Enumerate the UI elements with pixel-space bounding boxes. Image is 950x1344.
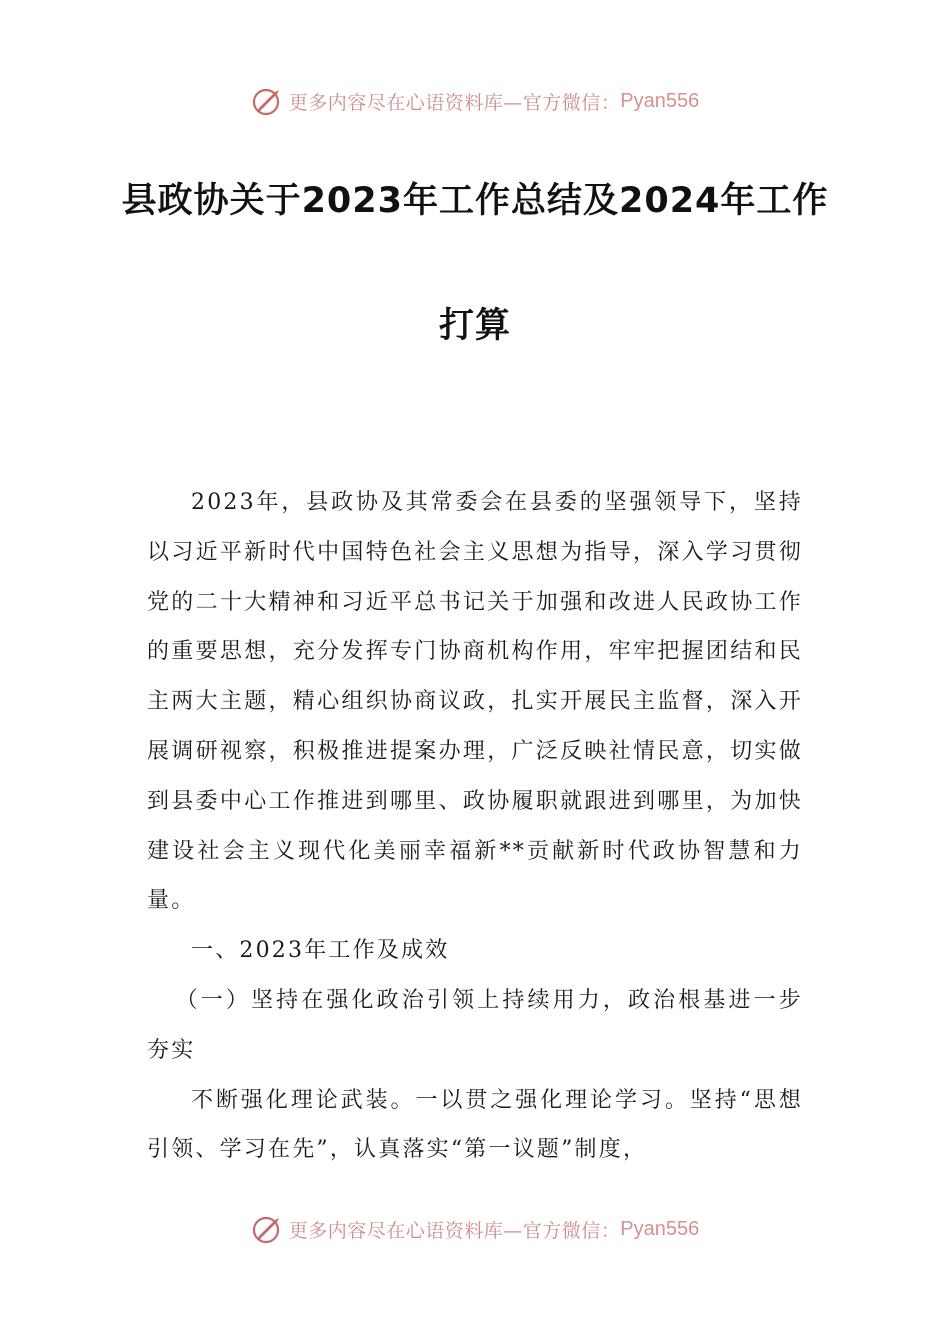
watermark-header <box>0 84 950 118</box>
body-paragraph: 不断强化理论武装。一以贯之强化理论学习。坚持“思想引领、学习在先”，认真落实“第一议题”制度， <box>147 1087 803 1163</box>
subsection-heading: （一）坚持在强化政治引领上持续用力，政治根基进一步夯实 <box>147 987 803 1063</box>
intro-paragraph: 2023年，县政协及其常委会在县委的坚强领导下，坚持以习近平新时代中国特色社会主义思想为指导，深入学习贯彻党的二十大精神和习近平总书记关于加强和改进人民政协工作的重要思想，充分发挥专门协商机构作用，牢牢把握团结和民主两大主题，精心组织协商议政，扎实开展民主监督，深入开展调研视察，积极推进提案办理，广泛反映社情民意，切实做到县委中心工作推进到哪里、政协履职就跟进到哪里，为加快建设社会主义现代化美丽幸福新**贡献新时代政协智慧和力量。 <box>147 490 803 914</box>
watermark-wechat-id: Pyan556 <box>620 89 700 112</box>
pen-logo-icon <box>251 1212 285 1246</box>
document-title-line-1: 县政协关于2023年工作总结及2024年工作 <box>121 181 829 221</box>
pen-logo-icon <box>251 84 285 118</box>
watermark-footer <box>0 1212 950 1246</box>
document-title-line-2: 打算 <box>438 306 511 346</box>
section-heading: 一、2023年工作及成效 <box>191 938 450 964</box>
watermark-text: 更多内容尽在心语资料库—官方微信： <box>288 91 621 114</box>
watermark-text: 更多内容尽在心语资料库—官方微信： <box>288 1219 621 1242</box>
watermark-wechat-id: Pyan556 <box>620 1217 700 1240</box>
document-body <box>147 478 803 1175</box>
